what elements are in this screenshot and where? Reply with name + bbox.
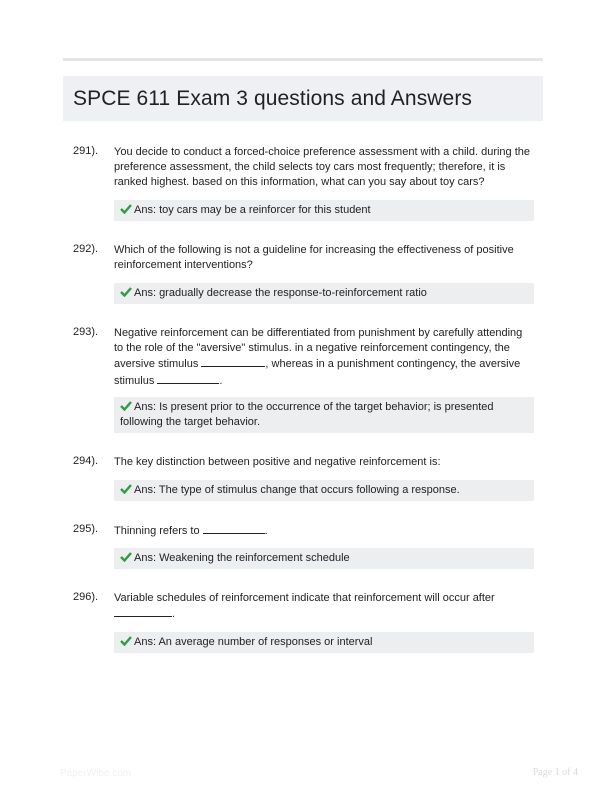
- check-icon: [120, 551, 132, 562]
- page-title: SPCE 611 Exam 3 questions and Answers: [73, 86, 473, 110]
- question-text: The key distinction between positive and negative reinforcement is:: [114, 456, 441, 468]
- question-text-part: Thinning refers to: [114, 525, 200, 537]
- page-indicator: Page 1 of 4: [532, 767, 578, 778]
- check-icon: [120, 635, 132, 646]
- answer-blank: [201, 356, 265, 367]
- footer-brand: PaperWibe.com: [60, 768, 132, 779]
- answer-text: Ans: gradually decrease the response-to-reinforcement ratio: [134, 287, 427, 299]
- check-icon: [120, 483, 132, 494]
- question-text-part: , whereas in a punishment contingency, the aversive stimulus: [114, 358, 521, 387]
- check-icon: [120, 203, 132, 214]
- answer-text: Ans: Is present prior to the occurrence of the target behavior; is presented following the target behavior.: [120, 401, 494, 428]
- answer-box: [114, 283, 534, 304]
- question-text: [114, 523, 534, 539]
- answer-text: Ans: toy cars may be a reinforcer for this student: [134, 204, 371, 216]
- answer-box: [114, 632, 534, 653]
- question-text: [114, 591, 534, 622]
- question-text-part: .: [219, 374, 223, 387]
- question-text-part: .: [172, 608, 176, 621]
- answer-box: [114, 397, 534, 433]
- answer-blank: [114, 606, 172, 617]
- question-number: 294).: [73, 455, 99, 467]
- question-number: 295).: [73, 523, 99, 535]
- answer-text: Ans: Weakening the reinforcement schedule: [134, 552, 350, 564]
- question-text-part: Variable schedules of reinforcement indicate that reinforcement will occur after: [114, 592, 495, 604]
- answer-text: Ans: An average number of responses or interval: [134, 636, 373, 648]
- answer-blank: [157, 373, 219, 384]
- question-text: [114, 326, 534, 389]
- check-icon: [120, 400, 132, 411]
- question-number: 291).: [73, 145, 99, 157]
- answer-box: [114, 200, 534, 221]
- check-icon: [120, 286, 132, 297]
- question-number: 292).: [73, 243, 99, 255]
- answer-text: Ans: The type of stimulus change that occurs following a response.: [134, 484, 460, 496]
- title-banner: [63, 76, 543, 121]
- answer-box: [114, 480, 534, 501]
- question-text-part: Negative reinforcement can be differentiated from punishment by carefully attending to the role of the "aversive" stimulus. in a negative reinforcement contingency, the aversive stimulus: [114, 327, 523, 371]
- answer-blank: [203, 523, 265, 534]
- answer-box: [114, 548, 534, 569]
- question-text-part: .: [264, 525, 268, 537]
- question-text: You decide to conduct a forced-choice preference assessment with a child. during the preference assessment, the child selects toy cars most frequently; therefore, it is ranked highest. based on this information, what can you say about toy cars?: [114, 146, 531, 189]
- top-divider: [63, 58, 543, 61]
- question-text: Which of the following is not a guideline for increasing the effectiveness of positive reinforcement interventions?: [114, 244, 514, 272]
- question-number: 296).: [73, 591, 99, 603]
- question-number: 293).: [73, 326, 99, 338]
